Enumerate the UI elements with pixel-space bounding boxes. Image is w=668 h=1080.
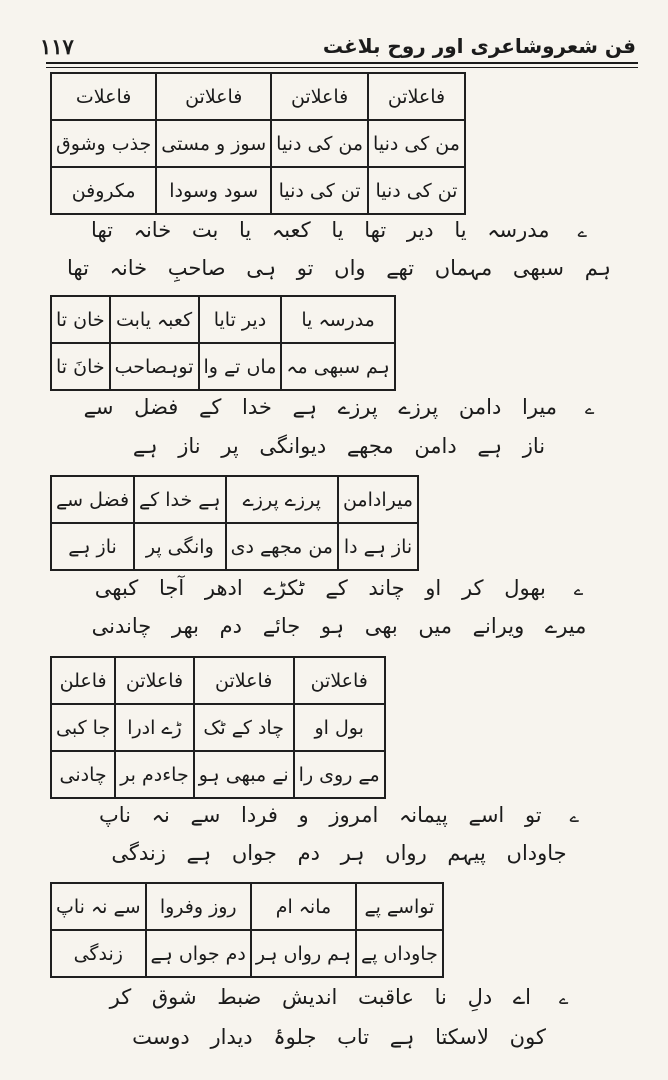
verse-line [50,256,628,294]
table-cell: چاد کے ٹک [194,704,294,751]
page-header [40,34,636,58]
verse-line [50,434,628,472]
table-cell: ناز ہے دا [338,523,418,570]
table-row [51,930,443,977]
table-cell: تن کی دنیا [271,167,368,214]
table-cell: خانَ تا [51,343,110,390]
table-cell: سوز و مستی [156,120,271,167]
table-cell: دم جواں ہے [146,930,251,977]
scansion-table-3 [50,475,419,571]
table-row [51,751,385,798]
table-cell: روز وفروا [146,883,251,930]
scansion-table-4 [50,656,386,799]
scansion-table-1 [50,72,466,215]
verse-text: مدرسہ یا دیر تھا یا کعبہ یا بت خانہ تھا [91,218,550,242]
verse-text: ناز ہے دامن مجھے دیوانگی پر ناز ہے [132,434,546,458]
verse-mark: ے [569,807,580,826]
table-cell: نے مبھی ہو [194,751,294,798]
verse-mark: ے [573,580,584,599]
table-cell: من کی دنیا [271,120,368,167]
table-cell: زندگی [51,930,146,977]
verse-text: میرا دامن پرزے پرزے ہے خدا کے فضل سے [83,395,557,419]
page-number: ١١٧ [40,33,74,59]
header-rule [46,62,638,64]
verse-text: جاوداں پیہم رواں ہر دم جواں ہے زندگی [111,841,567,865]
table-cell: دیر تایا [199,296,282,343]
table-cell: مدرسہ یا [281,296,394,343]
table-row [51,657,385,704]
verse-line [50,803,628,841]
table-cell: ہے خدا کے [134,476,226,523]
table-cell: کعبہ یابت [110,296,199,343]
table-cell: فاعلاتن [194,657,294,704]
verse-text: بھول کر او چاند کے ٹکڑے ادھر آجا کبھی [94,576,546,600]
verse-text: تو اسے پیمانہ امروز و فردا سے نہ ناپ [98,803,542,827]
verse-mark: ے [577,222,587,241]
verse-mark: ے [559,989,569,1008]
table-cell: مانہ ام [251,883,356,930]
running-title: فن شعروشاعری اور روح بلاغت [322,34,636,58]
table-cell: فضل سے [51,476,134,523]
table-cell: چادنی [51,751,115,798]
table-cell: توہصاحب [110,343,199,390]
verse-line [50,395,628,433]
table-cell: من مجھے دی [226,523,338,570]
table-cell: پرزے پرزے [226,476,338,523]
table-cell: وانگی پر [134,523,226,570]
table-row [51,476,418,523]
table-cell: فاعلاتن [294,657,385,704]
table-cell: مے روی را [294,751,385,798]
table-row [51,73,465,120]
table-row [51,523,418,570]
verse-line [50,1025,628,1063]
verse-text: کون لاسکتا ہے تاب جلوۂ دیدار دوست [132,1025,546,1049]
table-cell: فاعلاتن [156,73,271,120]
table-cell: جاءدم بر [115,751,194,798]
verse-text: اے دلِ نا عاقبت اندیش ضبط شوق کر [109,985,531,1009]
table-cell: فاعلات [51,73,156,120]
table-cell: ہم سبھی مہ [281,343,394,390]
table-cell: تواسے پے [356,883,443,930]
table-cell: ناز ہے [51,523,134,570]
table-cell: خان تا [51,296,110,343]
scansion-table-5 [50,882,444,978]
verse-text: میرے ویرانے میں بھی ہو جائے دم بھر چاندنی [91,614,587,638]
table-cell: فاعلاتن [271,73,368,120]
table-cell: تن کی دنیا [368,167,465,214]
table-cell: من کی دنیا [368,120,465,167]
verse-line [50,614,628,652]
table-row [51,167,465,214]
table-cell: جذب وشوق [51,120,156,167]
table-row [51,296,395,343]
verse-mark: ے [585,399,595,418]
table-cell: جا کبی [51,704,115,751]
table-cell: ہم رواں ہر [251,930,356,977]
table-cell: جاوداں پے [356,930,443,977]
table-row [51,883,443,930]
verse-line [50,576,628,614]
table-cell: فاعلاتن [368,73,465,120]
table-cell: سے نہ ناپ [51,883,146,930]
verse-line [50,218,628,256]
table-cell: بول او [294,704,385,751]
table-cell: سود وسودا [156,167,271,214]
table-cell: مکروفن [51,167,156,214]
table-cell: ماں تے وا [199,343,282,390]
verse-text: ہم سبھی مہماں تھے واں تو ہی صاحبِ خانہ تھا [66,256,611,280]
scansion-table-2 [50,295,396,391]
table-cell: فاعلاتن [115,657,194,704]
table-cell: میرادامن [338,476,418,523]
table-row [51,343,395,390]
table-row [51,120,465,167]
header-rule-thin [46,67,638,68]
table-cell: فاعلن [51,657,115,704]
table-cell: ڑے ادرا [115,704,194,751]
verse-line [50,841,628,879]
verse-line [50,985,628,1023]
table-row [51,704,385,751]
